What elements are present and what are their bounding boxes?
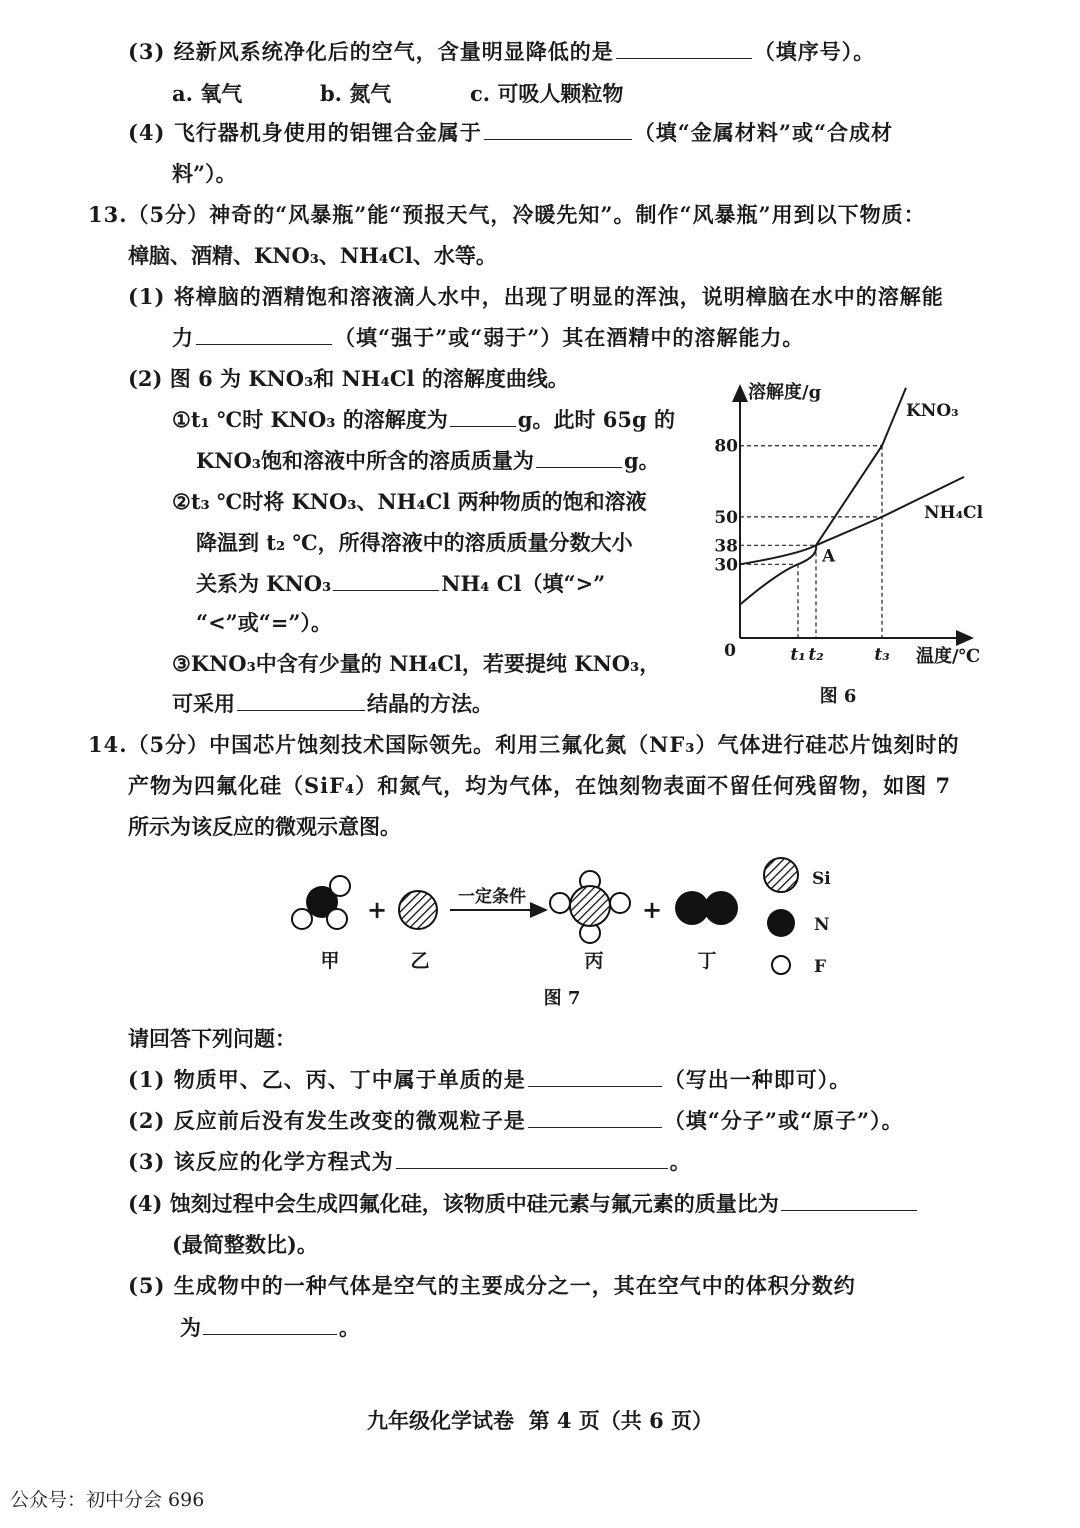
figure7-caption: 图 7 — [543, 988, 581, 1009]
q14-intro-cont: 产物为四氟化硅（SiF₄）和氮气，均为气体，在蚀刻物表面不留任何残留物，如图 7 — [128, 773, 952, 798]
q12-part4: (4) 飞行器机身使用的铝锂合金属于 （填“金属材料”或“合成材 — [128, 120, 894, 145]
q13-intro: 13.（5分）神奇的“风暴瓶”能“预报天气，冷暖先知”。制作“风暴瓶”用到以下物质： — [88, 202, 926, 227]
label-jia: 甲 — [320, 950, 340, 972]
answer-blank[interactable] — [781, 1190, 917, 1211]
label-bing: 丙 — [584, 950, 604, 972]
n2-molecule — [675, 891, 738, 925]
q13-sub3: ③KNO₃中含有少量的 NH₄Cl，若要提纯 KNO₃， — [172, 651, 661, 676]
x-tick-label: t₃ — [874, 645, 890, 665]
q14-part4-cont: (最简整数比)。 — [172, 1232, 318, 1257]
q13-sub2: ②t₃ ℃时将 KNO₃、NH₄Cl 两种物质的饱和溶液 — [172, 489, 647, 514]
q13-sub1: ①t₁ ℃时 KNO₃ 的溶解度为 g。此时 65g 的 — [172, 407, 675, 432]
q14-part2: (2) 反应前后没有发生改变的微观粒子是 （填“分子”或“原子”）。 — [128, 1108, 904, 1133]
q14-part3: (3) 该反应的化学方程式为 。 — [128, 1149, 692, 1174]
reaction-diagram — [270, 846, 850, 1016]
q14-ask: 请回答下列问题： — [128, 1026, 296, 1051]
q13-sub2-cont2: 关系为 KNO₃ NH₄ Cl（填“>” — [196, 571, 606, 596]
plus-sign: + — [641, 895, 663, 924]
q14-part5: (5) 生成物中的一种气体是空气的主要成分之一，其在空气中的体积分数约 — [128, 1273, 856, 1298]
answer-blank[interactable] — [203, 1314, 337, 1335]
answer-blank[interactable] — [333, 570, 439, 591]
legend-n-symbol — [767, 909, 795, 937]
q13-part1-cont: 力 （填“强于”或“弱于”）其在酒精中的溶解能力。 — [172, 325, 805, 350]
answer-blank[interactable] — [450, 406, 516, 427]
answer-blank[interactable] — [484, 119, 632, 140]
q13-sub2-cont3: “<”或“=”）。 — [196, 610, 333, 635]
q13-part2: (2) 图 6 为 KNO₃和 NH₄Cl 的溶解度曲线。 — [128, 366, 569, 391]
q12-part3: (3) 经新风系统净化后的空气，含量明显降低的是 （填序号）。 — [128, 39, 876, 64]
answer-blank[interactable] — [237, 690, 365, 711]
answer-blank[interactable] — [528, 1107, 662, 1128]
q14-part5-cont: 为 。 — [180, 1315, 360, 1340]
reaction-condition: 一定条件 — [458, 887, 526, 907]
legend-f-symbol — [772, 956, 790, 974]
answer-blank[interactable] — [536, 447, 622, 468]
answer-blank[interactable] — [196, 324, 332, 345]
q13-intro-cont: 樟脑、酒精、KNO₃、NH₄Cl、水等。 — [128, 243, 497, 268]
q12-option-a: a. 氧气 — [172, 81, 243, 106]
plus-sign: + — [366, 895, 388, 924]
q12-option-c: c. 可吸人颗粒物 — [470, 81, 624, 106]
sif4-molecule — [550, 871, 630, 943]
origin-label: 0 — [724, 641, 736, 661]
q12-option-b: b. 氮气 — [320, 81, 392, 106]
label-yi: 乙 — [410, 950, 430, 972]
legend-n-label: N — [814, 915, 830, 935]
kno3-series-label: KNO₃ — [906, 401, 959, 421]
watermark: 公众号：初中分会 696 — [10, 1489, 205, 1511]
x-tick-label: t₂ — [808, 645, 824, 665]
x-tick-label: t₁ — [790, 645, 806, 665]
q13-sub2-cont: 降温到 t₂ ℃，所得溶液中的溶质质量分数大小 — [196, 530, 633, 555]
q12-part4-cont: 料”）。 — [172, 161, 237, 186]
legend-f-label: F — [814, 957, 827, 977]
y-tick-label: 30 — [714, 555, 738, 576]
q13-part1: (1) 将樟脑的酒精饱和溶液滴人水中，出现了明显的浑浊，说明樟脑在水中的溶解能 — [128, 284, 944, 309]
kno3-curve — [740, 388, 906, 605]
answer-blank[interactable] — [396, 1148, 668, 1169]
si-atom — [399, 891, 437, 929]
answer-blank[interactable] — [616, 38, 752, 59]
label-ding: 丁 — [697, 950, 717, 972]
y-axis-label: 溶解度/g — [748, 382, 822, 403]
y-tick-label: 50 — [714, 507, 738, 528]
q13-sub3-cont: 可采用 结晶的方法。 — [172, 691, 493, 716]
nf3-molecule — [292, 876, 350, 929]
y-tick-label: 38 — [714, 536, 738, 557]
page-footer: 九年级化学试卷 第 4 页（共 6 页） — [366, 1408, 714, 1433]
q14-part4: (4) 蚀刻过程中会生成四氟化硅，该物质中硅元素与氟元素的质量比为 — [128, 1190, 919, 1218]
q14-part1: (1) 物质甲、乙、丙、丁中属于单质的是 （写出一种即可）。 — [128, 1067, 852, 1092]
legend-si-label: Si — [812, 869, 831, 889]
x-axis-label: 温度/℃ — [916, 646, 981, 667]
solubility-chart — [700, 370, 1000, 715]
legend-si-symbol — [764, 858, 798, 892]
figure6-caption: 图 6 — [819, 686, 857, 707]
q14-intro-cont2: 所示为该反应的微观示意图。 — [128, 814, 401, 839]
nh4cl-series-label: NH₄Cl — [924, 503, 984, 523]
q14-intro: 14.（5分）中国芯片蚀刻技术国际领先。利用三氟化氮（NF₃）气体进行硅芯片蚀刻时的 — [88, 732, 960, 757]
answer-blank[interactable] — [528, 1066, 662, 1087]
y-tick-label: 80 — [714, 436, 738, 457]
q13-sub1-cont: KNO₃饱和溶液中所含的溶质质量为 g。 — [196, 448, 660, 473]
intersection-point-label: A — [822, 546, 836, 567]
